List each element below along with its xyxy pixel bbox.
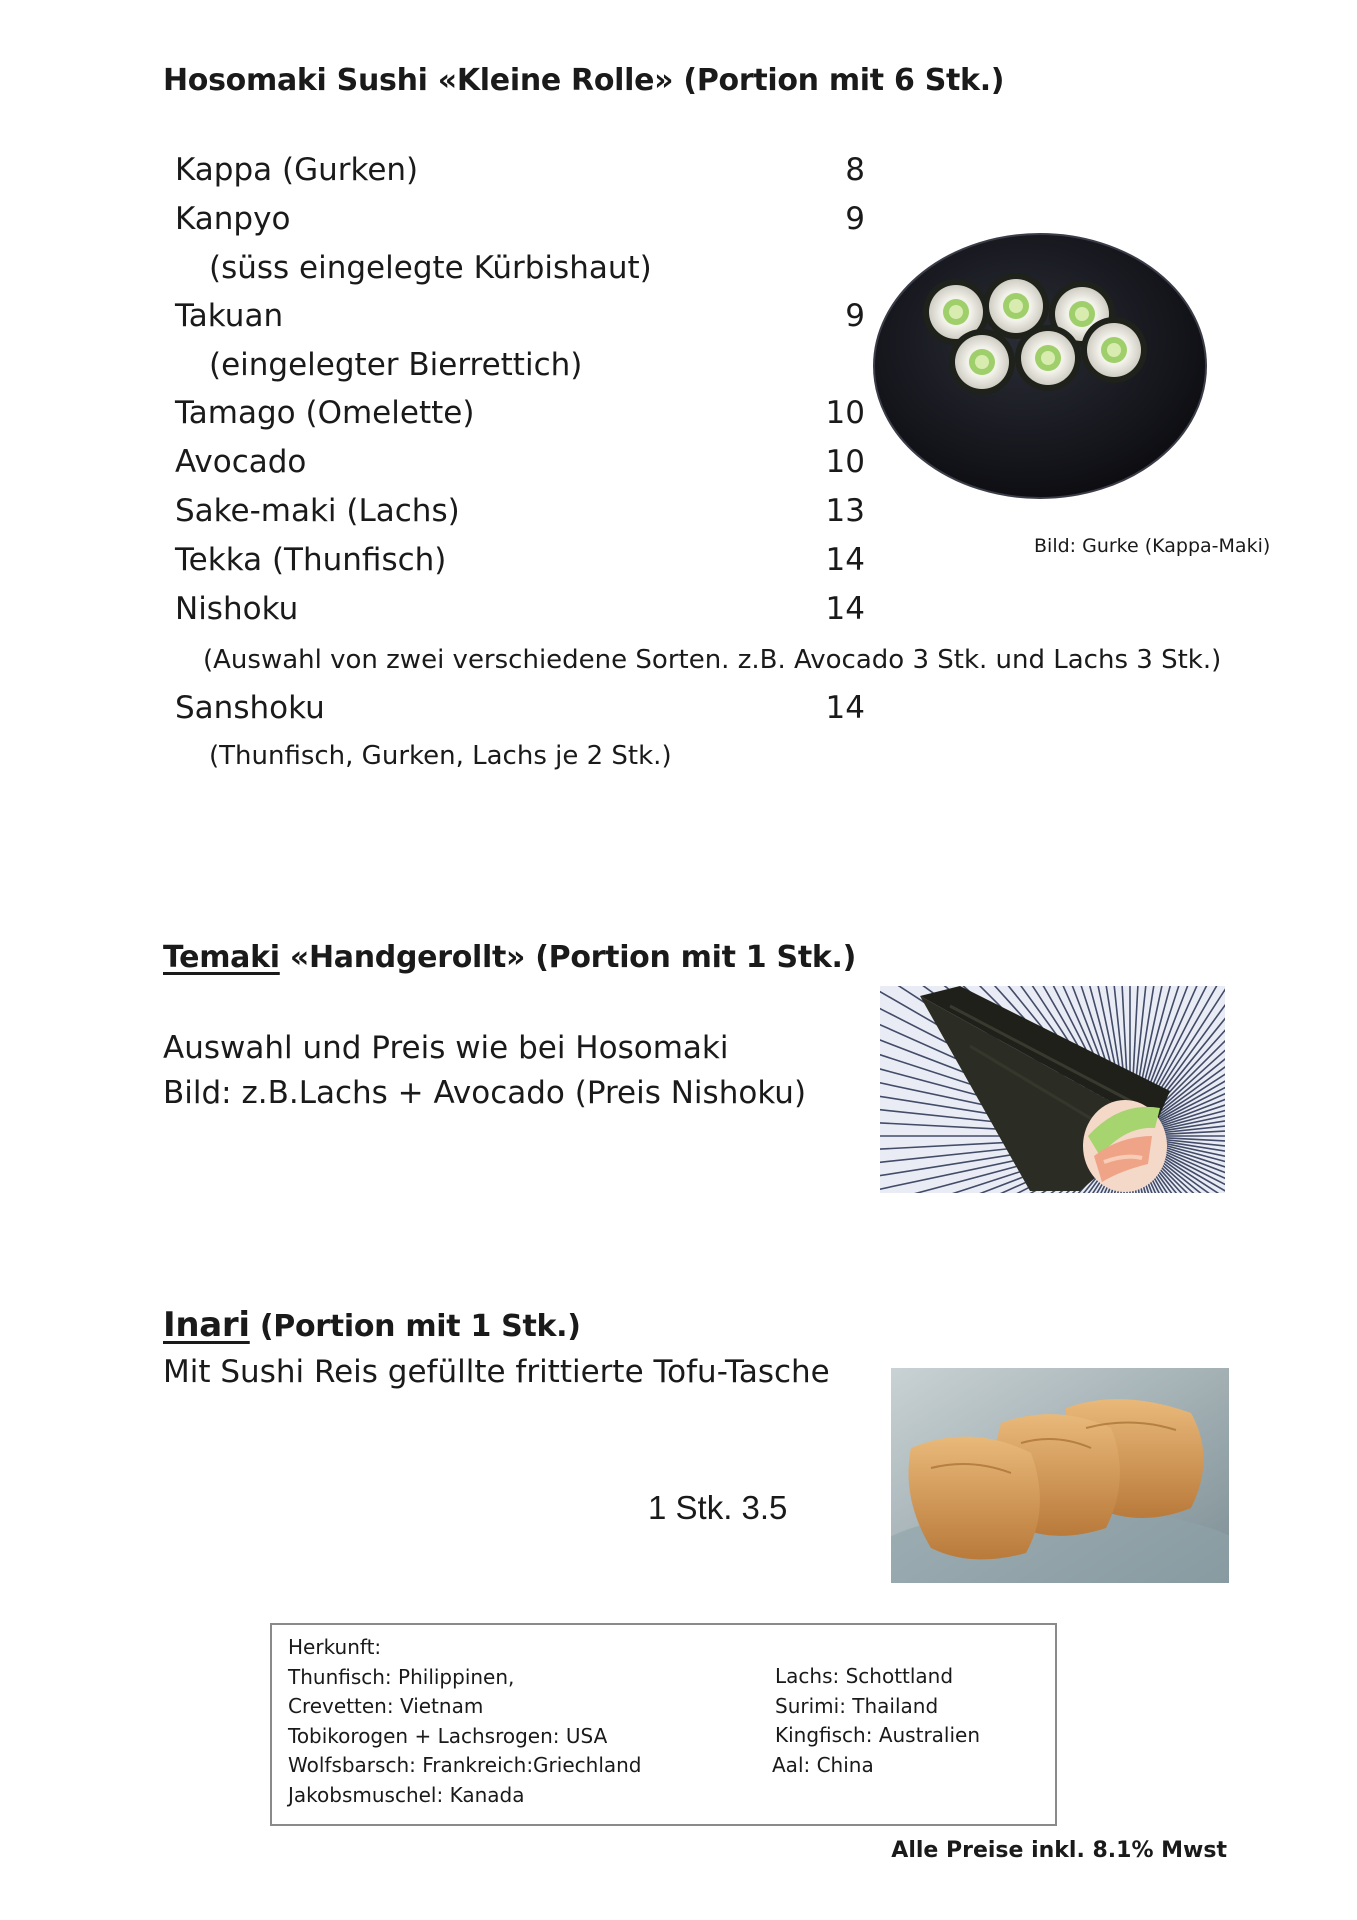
menu-item [175,690,1357,739]
item-price: 9 [845,298,865,334]
origin-left-column [288,1633,642,1810]
inari-description: Mit Sushi Reis gefüllte frittierte Tofu-Tasche [163,1354,830,1390]
vat-note: Alle Preise inkl. 8.1% Mwst [891,1838,1227,1863]
inari-title-detail: (Portion mit 1 Stk.) [259,1309,581,1344]
item-price: 14 [825,542,865,578]
item-description: (süss eingelegte Kürbishaut) [209,250,652,286]
temaki-photo [880,986,1225,1193]
kappa-maki-caption: Bild: Gurke (Kappa-Maki) [1034,535,1271,557]
origin-entry: Crevetten: Vietnam [288,1694,484,1718]
item-name: Sake-maki (Lachs) [175,493,460,529]
item-price: 13 [825,493,865,529]
inari-price: 1 Stk. 3.5 [648,1489,788,1526]
hosomaki-title: Hosomaki Sushi «Kleine Rolle» (Portion mit 6 Stk.) [163,63,1005,98]
kappa-maki-photo [868,230,1208,500]
item-price: 9 [845,201,865,237]
origin-entry: Lachs: Schottland [775,1664,954,1688]
origin-entry: Surimi: Thailand [775,1693,939,1718]
item-price: 8 [845,152,865,188]
origin-box [270,1623,1057,1826]
item-name: Tamago (Omelette) [175,395,475,431]
temaki-title-name: Temaki [163,940,280,975]
item-name: Tekka (Thunfisch) [175,542,447,578]
origin-entry: Tobikorogen + Lachsrogen: USA [288,1723,608,1748]
origin-right-column [772,1662,981,1780]
item-name: Sanshoku [175,690,325,726]
temaki-title [163,940,856,975]
item-description: (Auswahl von zwei verschiedene Sorten. z.B. Avocado 3 Stk. und Lachs 3 Stk.) [203,645,1222,675]
origin-entry: Aal: China [772,1752,874,1777]
item-name: Kappa (Gurken) [175,152,419,188]
menu-item-desc [175,640,1357,690]
menu-item-desc [175,739,1357,788]
temaki-line-2: Bild: z.B.Lachs + Avocado (Preis Nishoku) [163,1075,807,1111]
item-name: Nishoku [175,591,299,627]
item-name: Takuan [175,298,284,334]
inari-title-name: Inari [163,1305,250,1345]
origin-heading: Herkunft: [288,1635,382,1659]
temaki-line-1: Auswahl und Preis wie bei Hosomaki [163,1030,729,1066]
item-name: Avocado [175,444,307,480]
item-price: 10 [825,444,865,480]
origin-entry: Thunfisch: Philippinen, [288,1664,515,1689]
origin-entry: Wolfsbarsch: Frankreich:Griechland [288,1753,642,1777]
item-description: (eingelegter Bierrettich) [209,347,583,383]
item-price: 14 [825,591,865,627]
origin-entry: Jakobsmuschel: Kanada [288,1782,525,1807]
inari-photo [891,1368,1229,1583]
item-description: (Thunfisch, Gurken, Lachs je 2 Stk.) [209,741,672,771]
origin-entry: Kingfisch: Australien [775,1723,981,1747]
item-price: 10 [825,395,865,431]
inari-title [163,1305,581,1345]
item-price: 14 [825,690,865,726]
temaki-title-detail: «Handgerollt» (Portion mit 1 Stk.) [289,940,857,975]
menu-item [175,152,1357,201]
item-name: Kanpyo [175,201,291,237]
menu-item [175,591,1357,640]
